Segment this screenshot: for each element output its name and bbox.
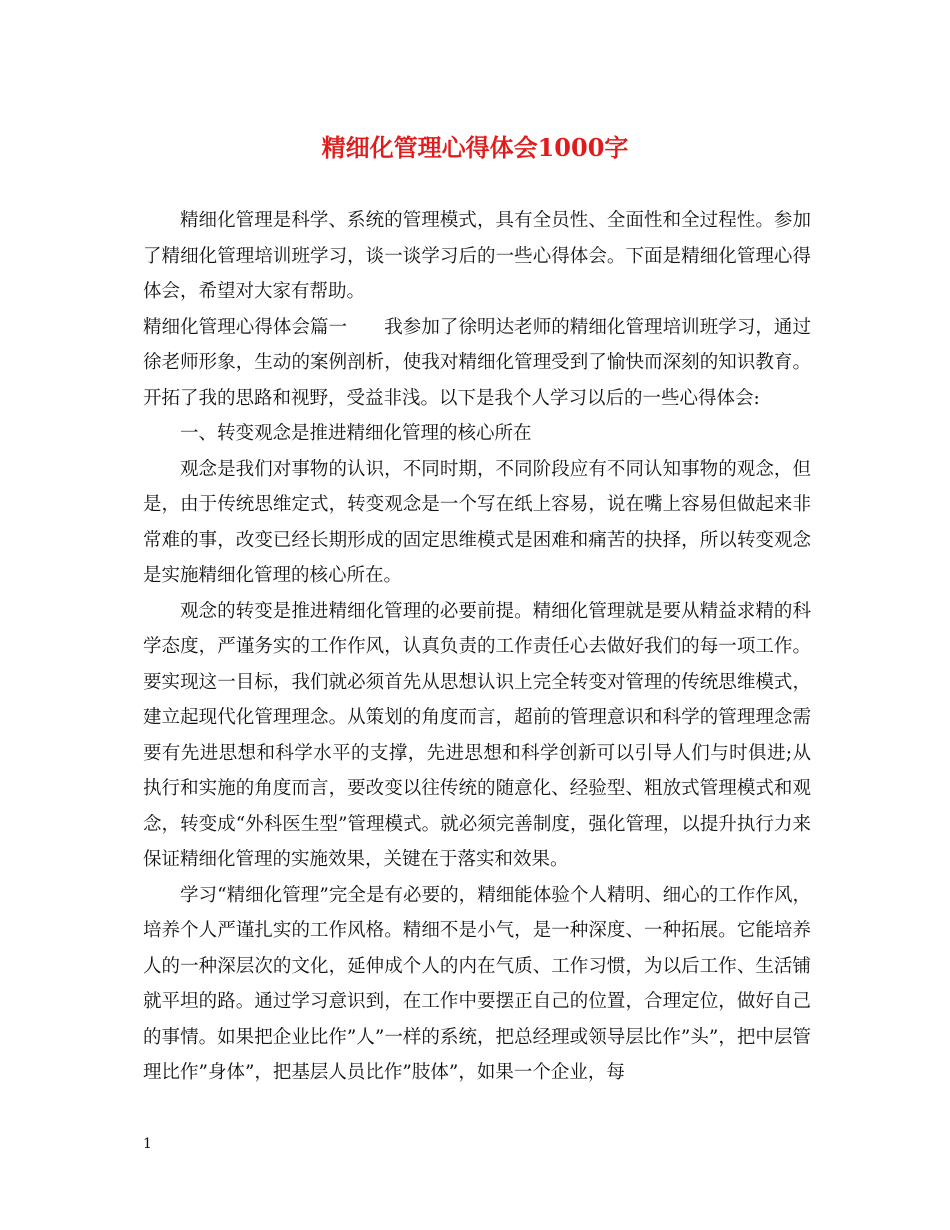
- page-number: 1: [143, 1136, 152, 1152]
- paragraph-intro: 精细化管理是科学、系统的管理模式，具有全员性、全面性和全过程性。参加了精细化管理培训班学习，谈一谈学习后的一些心得体会。下面是精细化管理心得体会，希望对大家有帮助。: [143, 210, 811, 302]
- paragraph-concept: 观念是我们对事物的认识，不同时期，不同阶段应有不同认知事物的观念，但是，由于传统思维定式，转变观念是一个写在纸上容易，说在嘴上容易但做起来非常难的事，改变已经长期形成的固定思维模式是困难和痛苦的抉择，所以转变观念是实施精细化管理的核心所在。: [143, 458, 811, 586]
- paragraph-section-one: 精细化管理心得体会篇一 我参加了徐明达老师的精细化管理培训班学习，通过徐老师形象，生动的案例剖析，使我对精细化管理受到了愉快而深刻的知识教育。开拓了我的思路和视野，受益非浅。以下是我个人学习以后的一些心得体会:: [143, 316, 811, 409]
- paragraph-concept-change: 观念的转变是推进精细化管理的必要前提。精细化管理就是要从精益求精的科学态度，严谨务实的工作作风，认真负责的工作责任心去做好我们的每一项工作。要实现这一目标，我们就必须首先从思想认识上完全转变对管理的传统思维模式，建立起现代化管理理念。从策划的角度而言，超前的管理意识和科学的管理理念需要有先进思想和科学水平的支撑，先进思想和科学创新可以引导人们与时俱进;从执行和实施的角度而言，要改变以往传统的随意化、经验型、粗放式管理模式和观念，转变成“外科医生型”管理模式。就必须完善制度，强化管理，以提升执行力来保证精细化管理的实施效果，关键在于落实和效果。: [143, 600, 811, 870]
- paragraph-learning: 学习“精细化管理”完全是有必要的，精细能体验个人精明、细心的工作作风，培养个人严谨扎实的工作风格。精细不是小气，是一种深度、一种拓展。它能培养人的一种深层次的文化，延伸成个人的内在气质、工作习惯，为以后工作、生活铺就平坦的路。通过学习意识到，在工作中要摆正自己的位置，合理定位，做好自己的事情。如果把企业比作”人”一样的系统，把总经理或领导层比作”头”，把中层管理比作”身体”，把基层人员比作”肢体”，如果一个企业，每: [143, 884, 811, 1083]
- heading-point-one: 一、转变观念是推进精细化管理的核心所在: [180, 423, 532, 444]
- document-title: 精细化管理心得体会1000字: [321, 133, 629, 162]
- document-body: [143, 203, 811, 1091]
